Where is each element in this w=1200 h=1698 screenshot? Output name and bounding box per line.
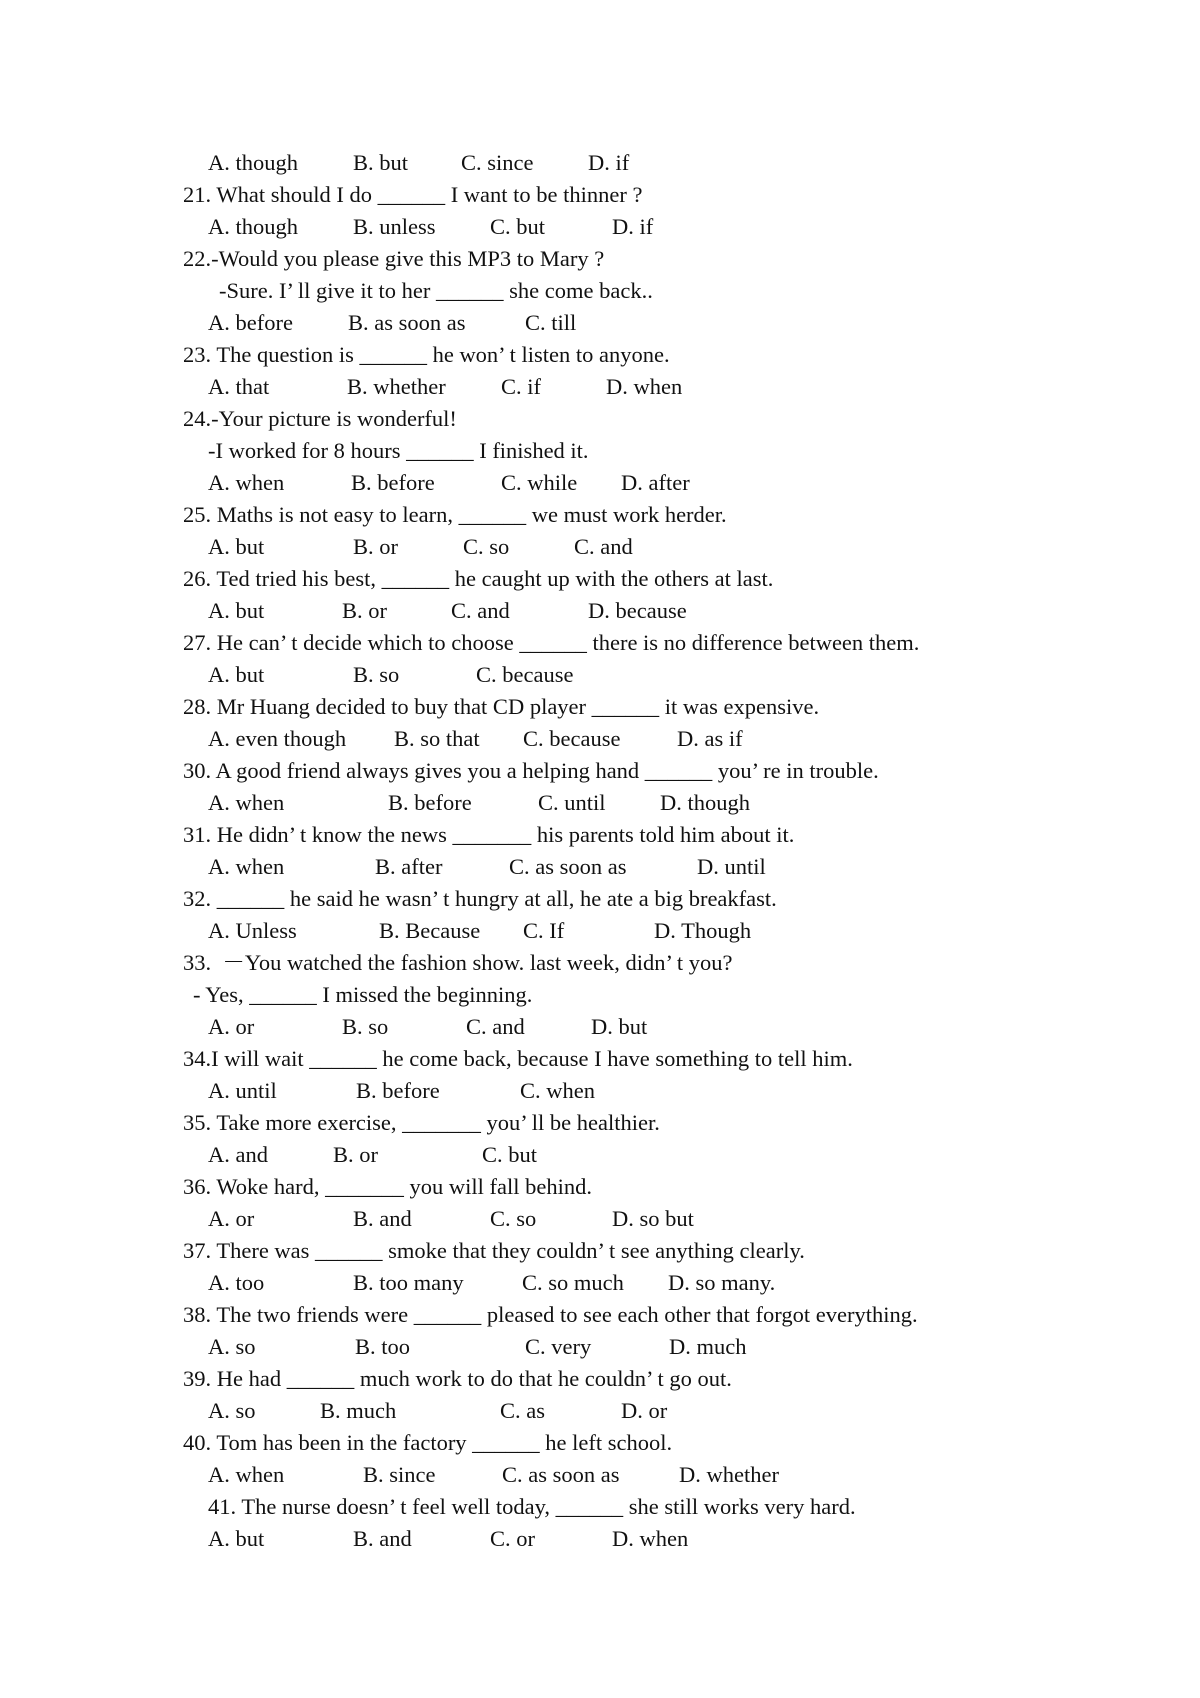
answer-option: B. or <box>333 1142 378 1167</box>
answer-option: B. Because <box>379 918 481 943</box>
question-text: 23. The question is ______ he won’ t listen to anyone. <box>183 342 670 367</box>
answer-option: B. after <box>375 854 443 879</box>
answer-option: D. when <box>606 374 683 399</box>
answer-option: C. while <box>501 470 578 495</box>
question-text: 24.-Your picture is wonderful! <box>183 406 457 431</box>
answer-option: A. when <box>208 854 285 879</box>
answer-option: D. if <box>612 214 654 239</box>
question-text: 38. The two friends were ______ pleased to see each other that forgot everything. <box>183 1302 918 1327</box>
answer-option: B. but <box>353 150 409 175</box>
question-text: -I worked for 8 hours ______ I finished it. <box>208 438 589 463</box>
answer-option: D. so many. <box>668 1270 776 1295</box>
answer-option: C. because <box>523 726 621 751</box>
answer-options <box>208 1076 1108 1106</box>
answer-option: A. though <box>208 150 298 175</box>
answer-option: C. if <box>501 374 542 399</box>
answer-option: D. as if <box>677 726 743 751</box>
answer-option: C. till <box>525 310 577 335</box>
answer-option: D. though <box>660 790 750 815</box>
answer-option: B. so that <box>394 726 480 751</box>
question-text: 28. Mr Huang decided to buy that CD player ______ it was expensive. <box>183 694 820 719</box>
answer-option: A. but <box>208 534 265 559</box>
answer-option: B. before <box>388 790 472 815</box>
answer-option: C. If <box>523 918 565 943</box>
answer-option: A. but <box>208 598 265 623</box>
question-text: 39. He had ______ much work to do that he couldn’ t go out. <box>183 1366 732 1391</box>
answer-option: C. but <box>490 214 546 239</box>
answer-option: D. after <box>621 470 690 495</box>
answer-options <box>208 1140 1108 1170</box>
answer-option: C. and <box>574 534 633 559</box>
answer-option: A. when <box>208 790 285 815</box>
answer-options <box>208 1012 1108 1042</box>
question-text: - Yes, ______ I missed the beginning. <box>193 982 533 1007</box>
answer-options <box>208 532 1108 562</box>
answer-options <box>208 1460 1108 1490</box>
answer-option: C. as soon as <box>502 1462 620 1487</box>
question-text: 25. Maths is not easy to learn, ______ we must work herder. <box>183 502 727 527</box>
answer-option: D. much <box>669 1334 747 1359</box>
answer-option: A. when <box>208 1462 285 1487</box>
answer-option: D. but <box>591 1014 648 1039</box>
question-text: 35. Take more exercise, _______ you’ ll be healthier. <box>183 1110 660 1135</box>
answer-option: D. when <box>612 1526 689 1551</box>
answer-option: C. when <box>520 1078 595 1103</box>
answer-option: A. Unless <box>208 918 297 943</box>
answer-options <box>208 660 1108 690</box>
answer-option: C. so <box>463 534 510 559</box>
answer-option: B. as soon as <box>348 310 466 335</box>
answer-options <box>208 596 1108 626</box>
question-text: 34.I will wait ______ he come back, because I have something to tell him. <box>183 1046 853 1071</box>
answer-option: A. or <box>208 1206 255 1231</box>
answer-option: C. but <box>482 1142 538 1167</box>
answer-option: D. Though <box>654 918 752 943</box>
question-text: 40. Tom has been in the factory ______ he left school. <box>183 1430 673 1455</box>
answer-option: B. too many <box>353 1270 464 1295</box>
answer-options <box>208 308 1108 338</box>
answer-options <box>208 852 1108 882</box>
question-text: 31. He didn’ t know the news _______ his parents told him about it. <box>183 822 795 847</box>
answer-option: B. whether <box>347 374 446 399</box>
answer-options <box>208 788 1108 818</box>
question-text: 22.-Would you please give this MP3 to Mary ? <box>183 246 605 271</box>
answer-option: B. since <box>363 1462 436 1487</box>
answer-options <box>208 468 1108 498</box>
answer-option: C. and <box>466 1014 525 1039</box>
answer-option: B. so <box>342 1014 389 1039</box>
answer-option: B. or <box>342 598 387 623</box>
answer-option: C. so <box>490 1206 537 1231</box>
answer-option: B. and <box>353 1526 412 1551</box>
question-text: 37. There was ______ smoke that they couldn’ t see anything clearly. <box>183 1238 805 1263</box>
answer-option: C. until <box>538 790 606 815</box>
answer-option: A. until <box>208 1078 277 1103</box>
answer-option: D. so but <box>612 1206 694 1231</box>
answer-option: B. too <box>355 1334 411 1359</box>
answer-option: C. or <box>490 1526 535 1551</box>
answer-option: D. because <box>588 598 687 623</box>
question-text: 27. He can’ t decide which to choose ______ there is no difference between them. <box>183 630 920 655</box>
answer-option: C. because <box>476 662 574 687</box>
answer-option: C. as soon as <box>509 854 627 879</box>
answer-option: B. so <box>353 662 400 687</box>
answer-option: A. but <box>208 1526 265 1551</box>
answer-option: A. before <box>208 310 293 335</box>
answer-option: C. very <box>525 1334 592 1359</box>
answer-options <box>208 1396 1108 1426</box>
answer-option: B. much <box>320 1398 397 1423</box>
answer-options <box>208 1268 1108 1298</box>
answer-option: A. even though <box>208 726 347 751</box>
answer-option: B. and <box>353 1206 412 1231</box>
question-text: 33. －You watched the fashion show. last week, didn’ t you? <box>183 950 733 975</box>
answer-option: A. so <box>208 1398 256 1423</box>
question-text: 30. A good friend always gives you a helping hand ______ you’ re in trouble. <box>183 758 879 783</box>
answer-options <box>208 916 1108 946</box>
answer-option: C. and <box>451 598 510 623</box>
answer-option: B. or <box>353 534 398 559</box>
answer-option: A. and <box>208 1142 268 1167</box>
answer-option: A. too <box>208 1270 265 1295</box>
answer-option: C. so much <box>522 1270 624 1295</box>
answer-option: A. but <box>208 662 265 687</box>
answer-option: A. that <box>208 374 270 399</box>
answer-option: A. so <box>208 1334 256 1359</box>
question-text: 21. What should I do ______ I want to be thinner ? <box>183 182 643 207</box>
answer-options <box>208 372 1108 402</box>
answer-options <box>208 1332 1108 1362</box>
answer-option: B. unless <box>353 214 436 239</box>
answer-options <box>208 212 1108 242</box>
answer-options <box>208 1524 1108 1554</box>
answer-option: B. before <box>351 470 435 495</box>
answer-options <box>208 1204 1108 1234</box>
question-text: 36. Woke hard, _______ you will fall behind. <box>183 1174 592 1199</box>
answer-option: A. though <box>208 214 298 239</box>
answer-options <box>208 148 1108 178</box>
answer-options <box>208 724 1108 754</box>
answer-option: A. when <box>208 470 285 495</box>
answer-option: D. or <box>621 1398 668 1423</box>
answer-option: C. as <box>500 1398 545 1423</box>
question-text: 41. The nurse doesn’ t feel well today, ______ she still works very hard. <box>208 1494 856 1519</box>
answer-option: D. until <box>697 854 766 879</box>
answer-option: A. or <box>208 1014 255 1039</box>
answer-option: D. if <box>588 150 630 175</box>
answer-option: B. before <box>356 1078 440 1103</box>
question-text: 26. Ted tried his best, ______ he caught up with the others at last. <box>183 566 774 591</box>
question-text: -Sure. I’ ll give it to her ______ she come back.. <box>219 278 653 303</box>
answer-option: D. whether <box>679 1462 779 1487</box>
question-text: 32. ______ he said he wasn’ t hungry at all, he ate a big breakfast. <box>183 886 777 911</box>
answer-option: C. since <box>461 150 534 175</box>
